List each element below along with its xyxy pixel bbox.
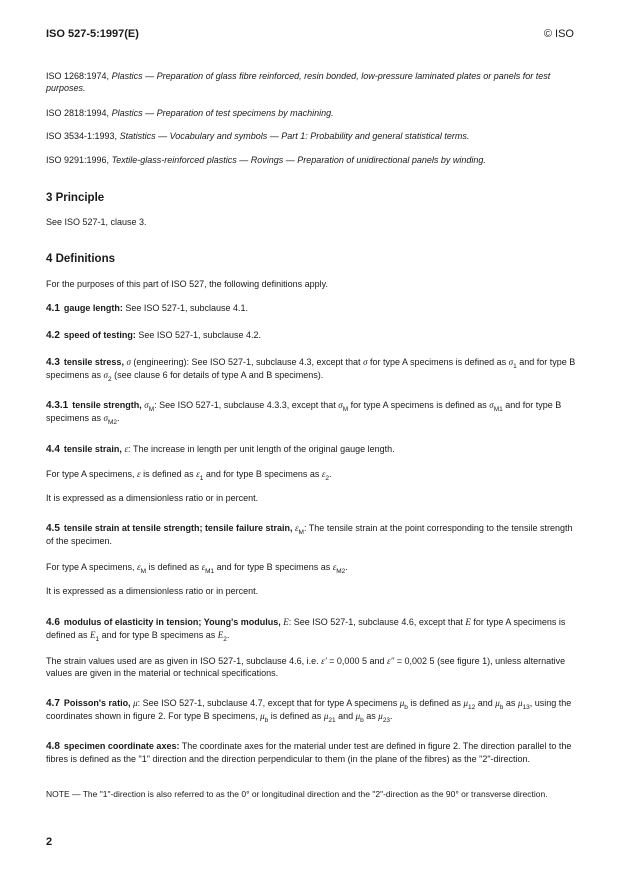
definition-4-6: 4.6 modulus of elasticity in tension; Young's modulus, E: See ISO 527-1, subclause 4.6, except that E for type A specimens is defined as $E_1$ and for type B specimens as $E_2$.	[46, 617, 566, 643]
note-text: The "1"-direction is also referred to as the 0° or longitudinal direction and the "2"-direction as the 90° or transverse direction.	[82, 789, 548, 799]
definition-4-5: 4.5 tensile strain at tensile strength; tensile failure strain, $\varepsilon_M$: The tensile strain at the point corresponding to the tensile strength of the specimen.	[46, 523, 573, 546]
reference-iso-3534-1: ISO 3534-1:1993, Statistics — Vocabulary and symbols — Part 1: Probability and general statistical terms.	[46, 131, 470, 141]
header-standard-id: ISO 527-5:1997(E)	[46, 28, 139, 40]
definition-4-2: 4.2 speed of testing: See ISO 527-1, subclause 4.2.	[46, 330, 261, 341]
section-3-body: See ISO 527-1, clause 3.	[46, 217, 147, 227]
note	[46, 789, 576, 800]
definition-4-4-units: It is expressed as a dimensionless ratio or in percent.	[46, 493, 259, 503]
definition-4-6-strain-values: The strain values used are as given in ISO 527-1, subclause 4.6, i.e. ε′ = 0,000 5 and ε″ = 0,002 5 (see figure 1), unless alternative values are given in the material or technical specifications.	[46, 656, 566, 678]
header-copyright: © ISO	[543, 28, 574, 40]
note-label: NOTE —	[46, 789, 81, 799]
definition-4-4: 4.4 tensile strain, ε: The increase in length per unit length of the original gauge length.	[46, 444, 395, 455]
definition-4-5-units: It is expressed as a dimensionless ratio or in percent.	[46, 586, 259, 596]
definition-4-5-types: For type A specimens, $\varepsilon_M$ is defined as $\varepsilon_{M1}$ and for type B specimens as $\varepsilon_{M2}$.	[46, 562, 348, 575]
definition-4-3: 4.3 tensile stress, σ (engineering): See ISO 527-1, subclause 4.3, except that σ for type A specimens is defined as $\sigma_1$ and for type B specimens as $\sigma_2$ (see clause 6 for details of type A and B specimens).	[46, 357, 576, 383]
definition-4-3-1: 4.3.1 tensile strength, $\sigma_M$: See ISO 527-1, subclause 4.3.3, except that $\sigma_M$ for type A specimens is defined as $\sigma_{M1}$ and for type B specimens as $\sigma_{M2}$.	[46, 400, 562, 426]
reference-iso-9291: ISO 9291:1996, Textile-glass-reinforced plastics — Rovings — Preparation of unidirectional panels by winding.	[46, 155, 486, 165]
section-4-intro: For the purposes of this part of ISO 527, the following definitions apply.	[46, 279, 328, 289]
definition-4-7: 4.7 Poisson's ratio, μ: See ISO 527-1, subclause 4.7, except that for type A specimens $\mu_b$ is defined as $\mu_{12}$ and $\mu_b$ as $\mu_{13}$, using the coordinates shown in figure 2. For type B specimens, $\mu_b$ is defined as $\mu_{21}$ and $\mu_b$ as $\mu_{23}$.	[46, 698, 572, 724]
definition-4-8: 4.8 specimen coordinate axes: The coordinate axes for the material under test are defined in figure 2. The direction parallel to the fibres is defined as the "1" direction and the direction perpendicular to them (in the plane of the fibres) as the "2"-direction.	[46, 741, 572, 764]
section-4-heading: 4 Definitions	[46, 253, 116, 265]
section-3-heading: 3 Principle	[46, 192, 105, 204]
definition-4-4-types: For type A specimens, ε is defined as $\varepsilon_1$ and for type B specimens as $\varepsilon_2$.	[46, 469, 332, 482]
reference-iso-2818: ISO 2818:1994, Plastics — Preparation of test specimens by machining.	[46, 108, 334, 118]
definition-4-1: 4.1 gauge length: See ISO 527-1, subclause 4.1.	[46, 303, 248, 314]
reference-iso-1268: ISO 1268:1974, Plastics — Preparation of glass fibre reinforced, resin bonded, low-pressure laminated plates or panels for test purposes.	[46, 71, 551, 93]
page-number: 2	[46, 836, 53, 848]
